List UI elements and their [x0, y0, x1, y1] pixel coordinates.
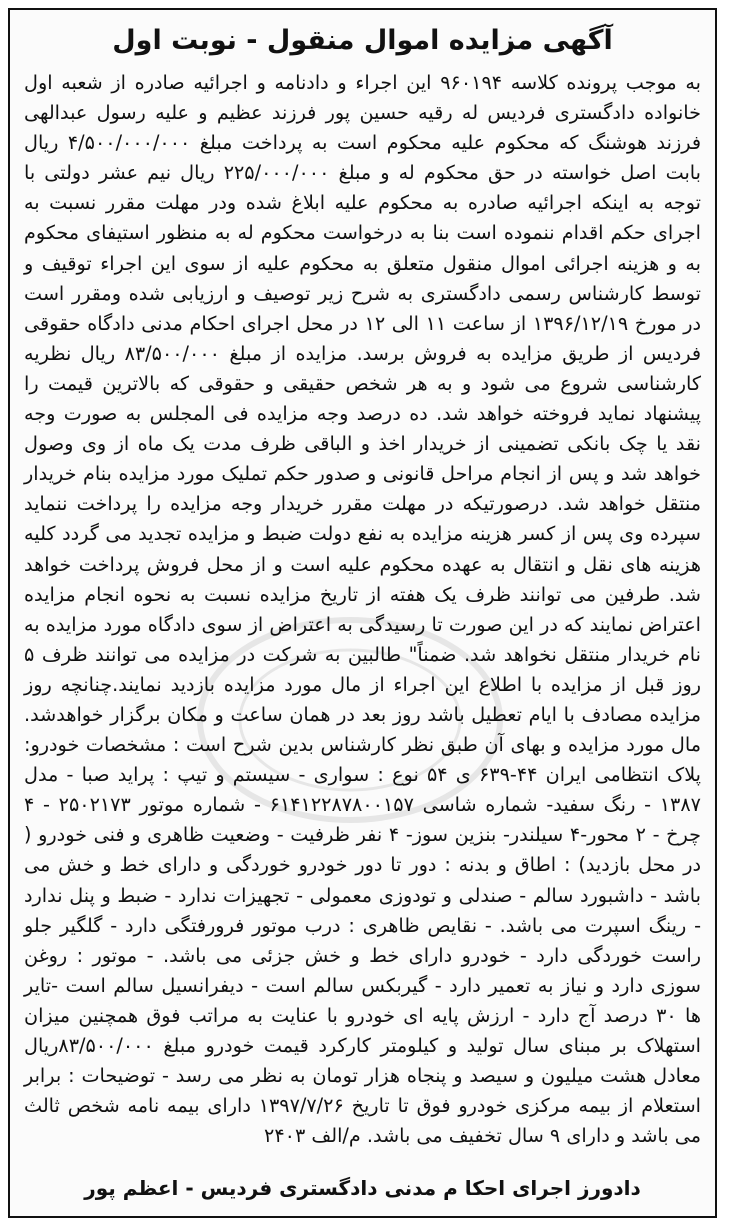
notice-title: آگهی مزایده اموال منقول - نوبت اول: [112, 25, 613, 56]
auction-notice: [8, 8, 717, 1218]
notice-body: به موجب پرونده کلاسه ۹۶۰۱۹۴ این اجراء و دادنامه و اجرائیه صادره از شعبه اول خانواده دادگستری فردیس له رقیه حسین پور فرزند عظیم و علیه رسول عبدالهی فرزند هوشنگ که محکوم علیه محکوم است به پرداخت مبلغ ۴/۵۰۰/۰۰۰/۰۰۰ ریال بابت اصل خواسته در حق محکوم له و مبلغ ۲۲۵/۰۰۰/۰۰۰ ریال نیم عشر دولتی با توجه به اینکه اجرائیه صادره به محکوم علیه ابلاغ شده ودر مهلت مقرر نسبت به اجرای حکم اقدام ننموده است بنا به درخواست محکوم له به منظور استیفای محکوم به و هزینه اجرائی اموال منقول متعلق به محکوم علیه از سوی این اجراء توقیف و توسط کارشناس رسمی دادگستری به شرح زیر توصیف و ارزیابی شده ومقرر است در مورخ ۱۳۹۶/۱۲/۱۹ از ساعت ۱۱ الی ۱۲ در محل اجرای احکام مدنی دادگاه حقوقی فردیس از طریق مزایده به فروش برسد. مزایده از مبلغ ۸۳/۵۰۰/۰۰۰ ریال نظریه کارشناسی شروع می شود و به هر شخص حقیقی و حقوقی که بالاترین قیمت را پیشنهاد نماید فروخته خواهد شد. ده درصد وجه مزایده فی المجلس به صورت وجه نقد یا چک بانکی تضمینی از خریدار اخذ و الباقی ظرف مدت یک ماه از وی وصول خواهد شد و پس از انجام مراحل قانونی و صدور حکم تملیک مورد مزایده بنام خریدار منتقل خواهد شد. درصورتیکه در مهلت مقرر خریدار وجه مزایده را پرداخت ننماید سپرده وی پس از کسر هزینه مزایده به نفع دولت ضبط و مزایده تجدید می گردد کلیه هزینه های نقل و انتقال به عهده محکوم علیه است و از محل فروش پرداخت خواهد شد. طرفین می توانند ظرف یک هفته از تاریخ مزایده نسبت به نحوه انجام مزایده اعتراض نمایند که در این صورت تا رسیدگی به اعتراض از سوی دادگاه مورد مزایده به نام خریدار منتقل نخواهد شد. ضمناً" طالبین به شرکت در مزایده می توانند ظرف ۵ روز قبل از مزایده با اطلاع این اجراء از مال مورد مزایده بازدید نمایند.چنانچه روز مزایده مصادف با ایام تعطیل باشد روز بعد در همان ساعت و مکان برگزار خواهدشد. مال مورد مزایده و بهای آن طبق نظر کارشناس بدین شرح است : مشخصات خودرو: پلاک انتظامی ایران ۴۴-۶۳۹ ی ۵۴ نوع : سواری - سیستم و تیپ : پراید صبا - مدل ۱۳۸۷ - رنگ سفید- شماره شاسی ۶۱۴۱۲۲۸۷۸۰۰۱۵۷ - شماره موتور ۲۵۰۲۱۷۳ - ۴ چرخ - ۲ محور-۴ سیلندر- بنزین سوز- ۴ نفر ظرفیت - وضعیت ظاهری و فنی خودرو ( در محل بازدید) : اطاق و بدنه : دور تا دور خودرو خوردگی و دارای خط و خش می باشد - داشبورد سالم - صندلی و تودوزی معمولی - تجهیزات ندارد - ضبط و پنل ندارد - رینگ اسپرت می باشد. - نقایص ظاهری : درب موتور فرورفتگی دارد - گلگیر جلو راست خوردگی دارد - خودرو دارای خط و خش جزئی می باشد. - موتور : روغن سوزی دارد و نیاز به تعمیر دارد - گیربکس سالم است - دیفرانسیل سالم است -تایر ها ۳۰ درصد آج دارد - ارزش پایه ای خودرو با عنایت به مراتب فوق همچنین میزان استهلاک بر مبنای سال تولید و کیلومتر کارکرد قیمت خودرو مبلغ ۸۳/۵۰۰/۰۰۰ریال معادل هشت میلیون و سیصد و پنجاه هزار تومان به نظر می رسد - توضیحات : برابر استعلام از بیمه مرکزی خودرو فوق تا تاریخ ۱۳۹۷/۷/۲۶ دارای بیمه نامه شخص ثالث می باشد و دارای ۹ سال تخفیف می باشد. م/الف ۲۴۰۳: [24, 71, 702, 1148]
notice-signature: دادورز اجرای احکا م مدنی دادگستری فردیس - اعظم پور: [84, 1176, 641, 1200]
